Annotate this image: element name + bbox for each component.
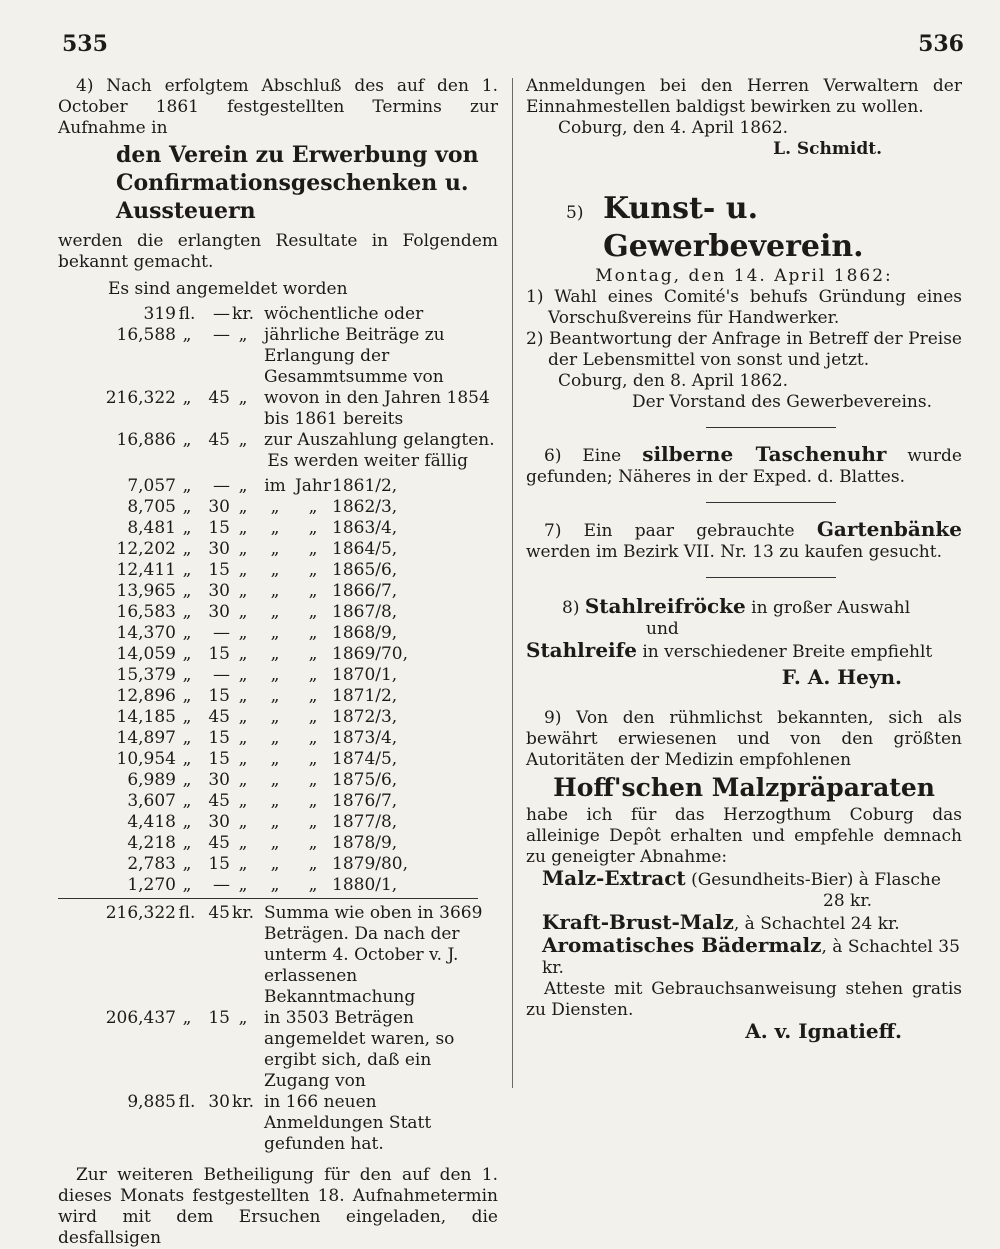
schedule-word-1: „ <box>270 728 280 748</box>
intro-text: 4) Nach erfolgtem Abschluß des auf den 1. October 1861 festgestellten Termins zur Aufnahme in <box>58 76 498 138</box>
schedule-year: 1877/8, <box>332 812 398 832</box>
schedule-year: 1861/2, <box>332 476 398 496</box>
notice-8-und: und <box>646 619 679 639</box>
currency-unit: „ <box>182 791 192 811</box>
kreuzer-unit: „ <box>238 644 248 664</box>
schedule-row <box>58 518 428 539</box>
schedule-word-1: „ <box>270 581 280 601</box>
kreuzer-unit: „ <box>238 560 248 580</box>
schedule-word-1: „ <box>270 560 280 580</box>
kreuzer-unit: kr. <box>232 903 254 923</box>
schedule-word-2: „ <box>308 812 318 832</box>
schedule-word-1: „ <box>270 812 280 832</box>
product-2 <box>542 912 962 935</box>
product-2-text: , à Schachtel 24 kr. <box>733 914 900 934</box>
currency-unit: „ <box>182 539 192 559</box>
product-3-name: Aromatisches Bädermalz <box>542 933 822 957</box>
product-1-text: (Gesundheits-Bier) à Flasche <box>691 870 941 890</box>
notice-6-text-c: wurde gefunden; Näheres in der Exped. d. Blattes. <box>526 446 962 487</box>
schedule-word-1: „ <box>270 791 280 811</box>
kreuzer-unit: „ <box>238 1008 248 1028</box>
sum-rule <box>58 898 478 899</box>
notice-6-text-a: 6) Eine <box>544 446 622 466</box>
schedule-year: 1880/1, <box>332 875 398 895</box>
schedule-year: 1879/80, <box>332 854 409 874</box>
amount-value: 4,218 <box>127 833 176 853</box>
notice-9-text: habe ich für das Herzogthum Coburg das alleinige Depôt erhalten und empfehle demnach zu geneigter Abnahme: <box>526 805 962 867</box>
schedule-word-2: „ <box>308 770 318 790</box>
notice-7-text-a: 7) Ein paar gebrauchte <box>544 521 795 541</box>
kreuzer-unit: „ <box>238 581 248 601</box>
date-1: Coburg, den 4. April 1862. <box>558 118 789 138</box>
kreuzer-value: 45 <box>208 903 230 923</box>
kreuzer-unit: „ <box>238 833 248 853</box>
notice-9-intro: 9) Von den rühmlichst bekannten, sich als bewährt erwiesenen und von den größten Autoritäten der Medizin empfohlenen <box>526 708 962 770</box>
kreuzer-value: 15 <box>208 560 230 580</box>
kreuzer-unit: „ <box>238 686 248 706</box>
meeting-date: Montag, den 14. April 1862: <box>595 266 893 286</box>
amount-value: 13,965 <box>116 581 176 601</box>
schedule-row <box>58 644 428 665</box>
schedule-year: 1864/5, <box>332 539 398 559</box>
kreuzer-value: 45 <box>208 707 230 727</box>
schedule-year: 1868/9, <box>332 623 398 643</box>
kreuzer-value: 30 <box>208 602 230 622</box>
currency-unit: „ <box>182 770 192 790</box>
kreuzer-value: — <box>213 623 230 643</box>
currency-unit: „ <box>182 602 192 622</box>
schedule-year: 1865/6, <box>332 560 398 580</box>
amount-value: 216,322 <box>105 903 176 923</box>
kreuzer-value: 15 <box>208 518 230 538</box>
schedule-word-2: „ <box>308 854 318 874</box>
kreuzer-unit: „ <box>238 623 248 643</box>
schedule-word-2: „ <box>308 497 318 517</box>
amount-value: 16,588 <box>116 325 176 345</box>
schedule-row <box>58 749 428 770</box>
kreuzer-unit: „ <box>238 430 248 450</box>
schedule-word-1: „ <box>270 770 280 790</box>
association-heading: den Verein zu Erwerbung von Confirmationsgeschenken u. Aussteuern <box>116 142 479 224</box>
schedule-word-1: „ <box>270 665 280 685</box>
schedule-year: 1866/7, <box>332 581 398 601</box>
product-1-price: 28 kr. <box>823 891 872 911</box>
schedule-year: 1874/5, <box>332 749 398 769</box>
schedule-word-1: „ <box>270 602 280 622</box>
amount-value: 12,411 <box>116 560 176 580</box>
currency-unit: „ <box>182 854 192 874</box>
kreuzer-unit: „ <box>238 770 248 790</box>
column-divider <box>512 78 513 1088</box>
kreuzer-value: 45 <box>208 430 230 450</box>
schedule-word-2: „ <box>308 518 318 538</box>
kreuzer-unit: „ <box>238 854 248 874</box>
kreuzer-unit: „ <box>238 791 248 811</box>
schedule-word-1: „ <box>270 686 280 706</box>
schedule-word-2: „ <box>308 665 318 685</box>
schedule-word-1: „ <box>270 833 280 853</box>
kreuzer-unit: kr. <box>232 304 254 324</box>
right-column <box>526 76 962 1042</box>
notice-8-bold-1: Stahlreifröcke <box>584 594 746 618</box>
kreuzer-unit: „ <box>238 812 248 832</box>
notice-8-text-2: in verschiedener Breite empfiehlt <box>642 642 933 662</box>
schedule-row <box>58 665 428 686</box>
schedule-word-1: im <box>264 476 286 496</box>
kreuzer-unit: „ <box>238 728 248 748</box>
currency-unit: „ <box>182 623 192 643</box>
currency-unit: „ <box>182 388 192 408</box>
product-3-text: , à Schachtel 35 kr. <box>542 937 960 978</box>
schedule-row <box>58 854 428 875</box>
schedule-word-2: „ <box>308 560 318 580</box>
schedule-word-2: „ <box>308 581 318 601</box>
notice-5-title-row <box>526 190 962 266</box>
kreuzer-unit: „ <box>238 476 248 496</box>
kreuzer-unit: „ <box>238 875 248 895</box>
schedule-row <box>58 476 428 497</box>
currency-unit: „ <box>182 707 192 727</box>
schedule-word-2: Jahr <box>294 476 332 496</box>
notice-9-signature: A. v. Ignatieff. <box>745 1019 902 1043</box>
notice-6 <box>526 444 962 488</box>
amount-row <box>58 1092 498 1155</box>
amount-value: 16,583 <box>116 602 176 622</box>
schedule-row <box>58 875 428 896</box>
currency-unit: fl. <box>178 1092 196 1112</box>
notice-8-bold-2: Stahlreife <box>526 638 637 662</box>
notice-9-attest: Atteste mit Gebrauchsanweisung stehen gratis zu Diensten. <box>526 979 962 1020</box>
schedule-row <box>58 812 428 833</box>
amount-value: 14,897 <box>116 728 176 748</box>
top-amounts-table <box>58 304 498 451</box>
amount-value: 319 <box>143 304 176 324</box>
schedule-table <box>58 476 428 896</box>
product-3 <box>542 935 962 979</box>
amount-value: 4,418 <box>127 812 176 832</box>
agenda-item: 1) Wahl eines Comité's behufs Gründung eines Vorschußvereins für Handwerker. <box>526 287 962 328</box>
schedule-row <box>58 560 428 581</box>
kreuzer-unit: „ <box>238 518 248 538</box>
amount-description: wöchentliche oder <box>264 304 424 324</box>
kreuzer-value: 45 <box>208 791 230 811</box>
schedule-word-1: „ <box>270 644 280 664</box>
schedule-year: 1869/70, <box>332 644 409 664</box>
amount-value: 8,705 <box>127 497 176 517</box>
schedule-word-2: „ <box>308 644 318 664</box>
schedule-row <box>58 833 428 854</box>
kreuzer-unit: „ <box>238 388 248 408</box>
schedule-year: 1875/6, <box>332 770 398 790</box>
kreuzer-value: 15 <box>208 644 230 664</box>
schedule-word-1: „ <box>270 518 280 538</box>
signature-1: L. Schmidt. <box>773 139 882 159</box>
amount-description: Summa wie oben in 3669 Beträgen. Da nach der unterm 4. October v. J. erlassenen Bekanntmachung <box>264 903 483 1007</box>
notice-8-line-1 <box>562 596 962 619</box>
currency-unit: „ <box>182 581 192 601</box>
amount-description: in 166 neuen Anmeldungen Statt gefunden hat. <box>264 1092 432 1154</box>
notice-7-text-c: werden im Bezirk VII. Nr. 13 zu kaufen gesucht. <box>526 542 942 562</box>
schedule-row <box>58 602 428 623</box>
amount-description: zur Auszahlung gelangten. <box>264 430 495 450</box>
schedule-year: 1863/4, <box>332 518 398 538</box>
schedule-word-2: „ <box>308 875 318 895</box>
page-number-right: 536 <box>918 31 964 57</box>
schedule-year: 1876/7, <box>332 791 398 811</box>
amount-row <box>58 903 498 1008</box>
notice-7-bold: Gartenbänke <box>816 517 962 541</box>
agenda-list <box>526 287 962 371</box>
kreuzer-value: 30 <box>208 812 230 832</box>
schedule-year: 1870/1, <box>332 665 398 685</box>
kreuzer-unit: kr. <box>232 1092 254 1112</box>
schedule-word-2: „ <box>308 707 318 727</box>
amount-value: 3,607 <box>127 791 176 811</box>
kreuzer-value: 15 <box>208 728 230 748</box>
kreuzer-unit: „ <box>238 602 248 622</box>
amount-value: 10,954 <box>116 749 176 769</box>
currency-unit: fl. <box>178 903 196 923</box>
notice-5-title: Kunst- u. Gewerbeverein. <box>603 191 864 264</box>
kreuzer-unit: „ <box>238 325 248 345</box>
schedule-word-1: „ <box>270 539 280 559</box>
currency-unit: fl. <box>178 304 196 324</box>
kreuzer-value: — <box>213 325 230 345</box>
kreuzer-value: — <box>213 875 230 895</box>
kreuzer-value: 15 <box>208 686 230 706</box>
signature-5: Der Vorstand des Gewerbevereins. <box>632 392 932 412</box>
schedule-word-2: „ <box>308 686 318 706</box>
amount-value: 206,437 <box>105 1008 176 1028</box>
kreuzer-value: 30 <box>208 770 230 790</box>
notice-6-bold: silberne Taschenuhr <box>642 442 887 466</box>
schedule-word-1: „ <box>270 854 280 874</box>
schedule-word-2: „ <box>308 602 318 622</box>
currency-unit: „ <box>182 644 192 664</box>
amount-value: 1,270 <box>127 875 176 895</box>
date-5: Coburg, den 8. April 1862. <box>558 371 789 391</box>
kreuzer-value: — <box>213 665 230 685</box>
notice-8-number: 8) <box>562 598 580 618</box>
page-number-left: 535 <box>62 31 108 57</box>
summary-table <box>58 903 498 1155</box>
amount-value: 14,059 <box>116 644 176 664</box>
currency-unit: „ <box>182 686 192 706</box>
schedule-word-1: „ <box>270 623 280 643</box>
schedule-word-2: „ <box>308 623 318 643</box>
schedule-row <box>58 770 428 791</box>
amount-description: wovon in den Jahren 1854 bis 1861 bereits <box>264 388 490 429</box>
schedule-word-1: „ <box>270 707 280 727</box>
currency-unit: „ <box>182 430 192 450</box>
schedule-year: 1878/9, <box>332 833 398 853</box>
separator-rule <box>706 502 836 503</box>
amount-value: 14,185 <box>116 707 176 727</box>
amount-value: 12,202 <box>116 539 176 559</box>
notice-8-text-1: in großer Auswahl <box>751 598 911 618</box>
schedule-row <box>58 623 428 644</box>
schedule-word-1: „ <box>270 749 280 769</box>
separator-rule <box>706 577 836 578</box>
currency-unit: „ <box>182 476 192 496</box>
notice-8-signature: F. A. Heyn. <box>781 665 902 689</box>
schedule-year: 1871/2, <box>332 686 398 706</box>
schedule-row <box>58 581 428 602</box>
further-due-text: Es werden weiter fällig <box>267 451 468 471</box>
kreuzer-unit: „ <box>238 707 248 727</box>
agenda-item: 2) Beantwortung der Anfrage in Betreff der Preise der Lebensmittel von sonst und jetzt. <box>526 329 962 370</box>
schedule-word-1: „ <box>270 497 280 517</box>
amount-description: jährliche Beiträge zu Erlangung der Gesammtsumme von <box>264 325 445 387</box>
notice-5-number: 5) <box>566 203 584 223</box>
kreuzer-unit: „ <box>238 665 248 685</box>
schedule-row <box>58 728 428 749</box>
currency-unit: „ <box>182 1008 192 1028</box>
kreuzer-value: 30 <box>208 539 230 559</box>
schedule-word-2: „ <box>308 749 318 769</box>
amount-value: 216,322 <box>105 388 176 408</box>
schedule-word-1: „ <box>270 875 280 895</box>
currency-unit: „ <box>182 665 192 685</box>
amount-value: 12,896 <box>116 686 176 706</box>
continuation-text: Anmeldungen bei den Herren Verwaltern der Einnahmestellen baldigst bewirken zu wollen. <box>526 76 962 117</box>
currency-unit: „ <box>182 875 192 895</box>
kreuzer-unit: „ <box>238 539 248 559</box>
registered-text: Es sind angemeldet worden <box>108 279 348 299</box>
amount-row <box>58 1008 498 1092</box>
kreuzer-value: 15 <box>208 854 230 874</box>
schedule-word-2: „ <box>308 539 318 559</box>
amount-row <box>58 325 498 388</box>
amount-value: 6,989 <box>127 770 176 790</box>
notice-7 <box>526 519 962 563</box>
currency-unit: „ <box>182 812 192 832</box>
amount-value: 9,885 <box>127 1092 176 1112</box>
results-text: werden die erlangten Resultate in Folgendem bekannt gemacht. <box>58 231 498 272</box>
product-1-name: Malz-Extract <box>542 866 686 890</box>
amount-value: 16,886 <box>116 430 176 450</box>
kreuzer-value: 45 <box>208 388 230 408</box>
schedule-year: 1872/3, <box>332 707 398 727</box>
kreuzer-value: 30 <box>208 1092 230 1112</box>
separator-rule <box>706 427 836 428</box>
kreuzer-value: — <box>213 304 230 324</box>
kreuzer-value: 30 <box>208 497 230 517</box>
product-2-name: Kraft-Brust-Malz <box>542 910 734 934</box>
schedule-row <box>58 791 428 812</box>
schedule-year: 1862/3, <box>332 497 398 517</box>
currency-unit: „ <box>182 833 192 853</box>
amount-value: 2,783 <box>127 854 176 874</box>
schedule-word-2: „ <box>308 728 318 748</box>
notice-9-title: Hoff'schen Malzpräparaten <box>553 773 935 802</box>
kreuzer-value: — <box>213 476 230 496</box>
currency-unit: „ <box>182 728 192 748</box>
currency-unit: „ <box>182 560 192 580</box>
kreuzer-unit: „ <box>238 749 248 769</box>
amount-description: in 3503 Beträgen angemeldet waren, so ergibt sich, daß ein Zugang von <box>264 1008 455 1091</box>
schedule-word-2: „ <box>308 791 318 811</box>
amount-value: 14,370 <box>116 623 176 643</box>
left-column <box>58 76 498 1249</box>
amount-row <box>58 430 498 451</box>
currency-unit: „ <box>182 518 192 538</box>
currency-unit: „ <box>182 497 192 517</box>
amount-value: 8,481 <box>127 518 176 538</box>
amount-value: 15,379 <box>116 665 176 685</box>
notice-8-line-2 <box>526 640 962 663</box>
kreuzer-unit: „ <box>238 497 248 517</box>
currency-unit: „ <box>182 749 192 769</box>
schedule-row <box>58 707 428 728</box>
kreuzer-value: 45 <box>208 833 230 853</box>
currency-unit: „ <box>182 325 192 345</box>
closing-text: Zur weiteren Betheiligung für den auf den 1. dieses Monats festgestellten 18. Aufnahmetermin wird mit dem Ersuchen eingeladen, die desfallsigen <box>58 1165 498 1248</box>
schedule-word-2: „ <box>308 833 318 853</box>
schedule-row <box>58 686 428 707</box>
schedule-row <box>58 497 428 518</box>
schedule-row <box>58 539 428 560</box>
schedule-year: 1867/8, <box>332 602 398 622</box>
kreuzer-value: 30 <box>208 581 230 601</box>
kreuzer-value: 15 <box>208 749 230 769</box>
product-1 <box>542 868 962 891</box>
kreuzer-value: 15 <box>208 1008 230 1028</box>
amount-row <box>58 388 498 430</box>
amount-value: 7,057 <box>127 476 176 496</box>
amount-row <box>58 304 498 325</box>
schedule-year: 1873/4, <box>332 728 398 748</box>
